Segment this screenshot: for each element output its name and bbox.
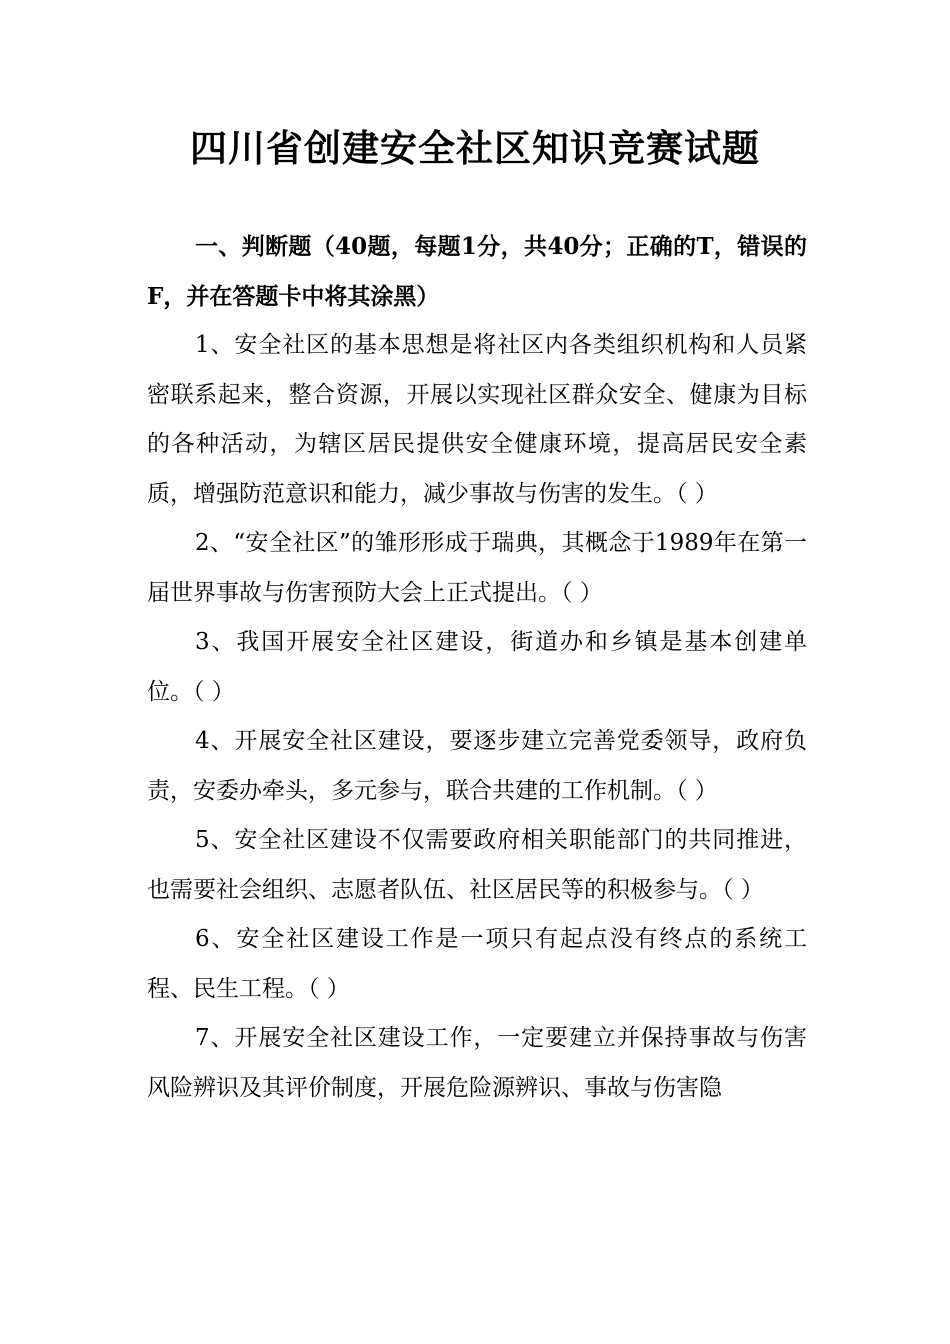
- question-item: 7、开展安全社区建设工作，一定要建立并保持事故与伤害风险辨识及其评价制度，开展危险源辨识、事故与伤害隐: [147, 1025, 807, 1101]
- document-body: [147, 222, 807, 1113]
- question-item: 4、开展安全社区建设，要逐步建立完善党委领导，政府负责，安委办牵头，多元参与，联合共建的工作机制。（ ）: [147, 728, 807, 804]
- question-item: 2、“安全社区”的雏形形成于瑞典，其概念于1989年在第一届世界事故与伤害预防大会上正式提出。（ ）: [147, 530, 807, 606]
- question-item: 1、安全社区的基本思想是将社区内各类组织机构和人员紧密联系起来，整合资源，开展以实现社区群众安全、健康为目标的各种活动，为辖区居民提供安全健康环境，提高居民安全素质，增强防范意识和能力，减少事故与伤害的发生。（ ）: [147, 332, 807, 507]
- question-item: 5、安全社区建设不仅需要政府相关职能部门的共同推进，也需要社会组织、志愿者队伍、社区居民等的积极参与。（ ）: [147, 827, 807, 903]
- question-item: 6、安全社区建设工作是一项只有起点没有终点的系统工程、民生工程。（ ）: [147, 926, 807, 1002]
- page-title: 四川省创建安全社区知识竞赛试题: [190, 126, 760, 170]
- section-heading: 一、判断题（40题，每题1分，共40分；正确的T，错误的F，并在答题卡中将其涂黑）: [147, 233, 807, 310]
- question-item: 3、我国开展安全社区建设，街道办和乡镇是基本创建单位。（ ）: [147, 629, 807, 705]
